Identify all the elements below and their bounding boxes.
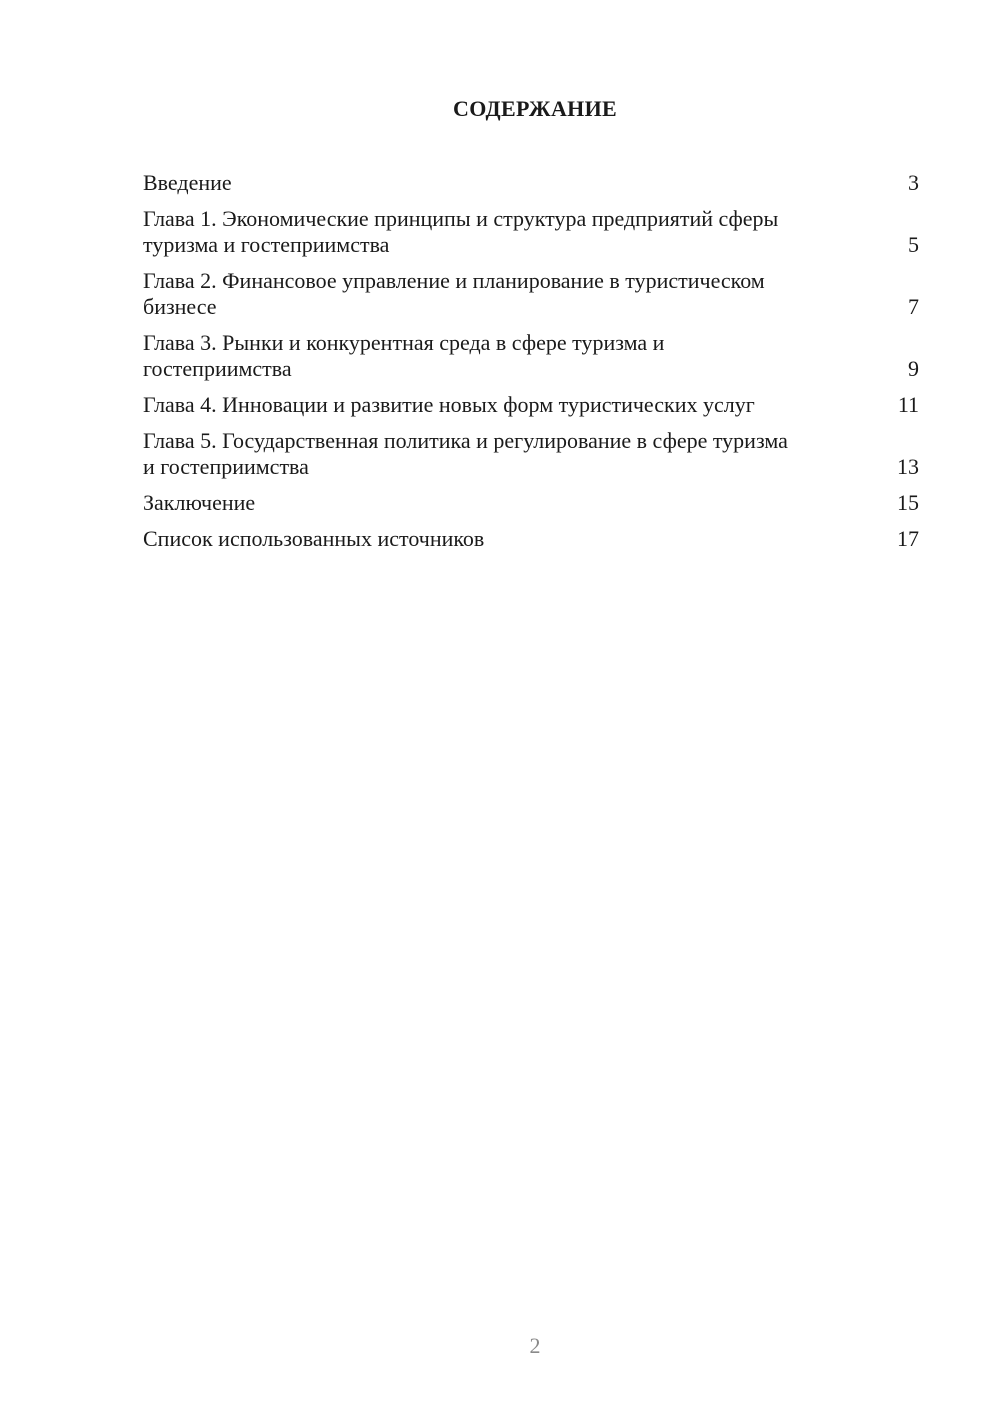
- toc-entry-text: Список использованных источников: [143, 526, 485, 551]
- toc-entry-text: Введение: [143, 170, 232, 195]
- toc-entry-page: 5: [908, 232, 919, 257]
- toc-entry-chapter-5: [143, 428, 919, 480]
- toc-entry-page: 11: [897, 392, 919, 417]
- toc-entry-page: 15: [897, 490, 919, 515]
- toc-entry-text: Заключение: [143, 490, 256, 515]
- toc-entry-introduction: [143, 170, 919, 196]
- toc-entry-page: 9: [908, 356, 919, 381]
- toc-entry-text: Глава 3. Рынки и конкурентная среда в сфере туризма и гостеприимства: [143, 330, 665, 381]
- toc-entry-chapter-1: [143, 206, 919, 258]
- toc-entry-text: Глава 2. Финансовое управление и планирование в туристическом бизнесе: [143, 268, 765, 319]
- toc-entry-chapter-2: [143, 268, 919, 320]
- toc-entry-page: 3: [908, 170, 919, 195]
- toc-entry-references: [143, 526, 919, 552]
- toc-entry-page: 17: [897, 526, 919, 551]
- toc-entry-text: Глава 1. Экономические принципы и структура предприятий сферы туризма и гостеприимства: [143, 206, 779, 257]
- page-number: 2: [529, 1333, 541, 1358]
- toc-entry-chapter-4: [143, 392, 919, 418]
- toc-entry-page: 13: [897, 454, 919, 479]
- page-title: СОДЕРЖАНИЕ: [453, 96, 617, 121]
- toc-entry-chapter-3: [143, 330, 919, 382]
- toc-entry-text: Глава 4. Инновации и развитие новых форм туристических услуг: [143, 392, 755, 417]
- table-of-contents: [143, 170, 919, 552]
- toc-entry-page: 7: [908, 294, 919, 319]
- toc-entry-conclusion: [143, 490, 919, 516]
- toc-entry-text: Глава 5. Государственная политика и регулирование в сфере туризма и гостеприимства: [143, 428, 788, 479]
